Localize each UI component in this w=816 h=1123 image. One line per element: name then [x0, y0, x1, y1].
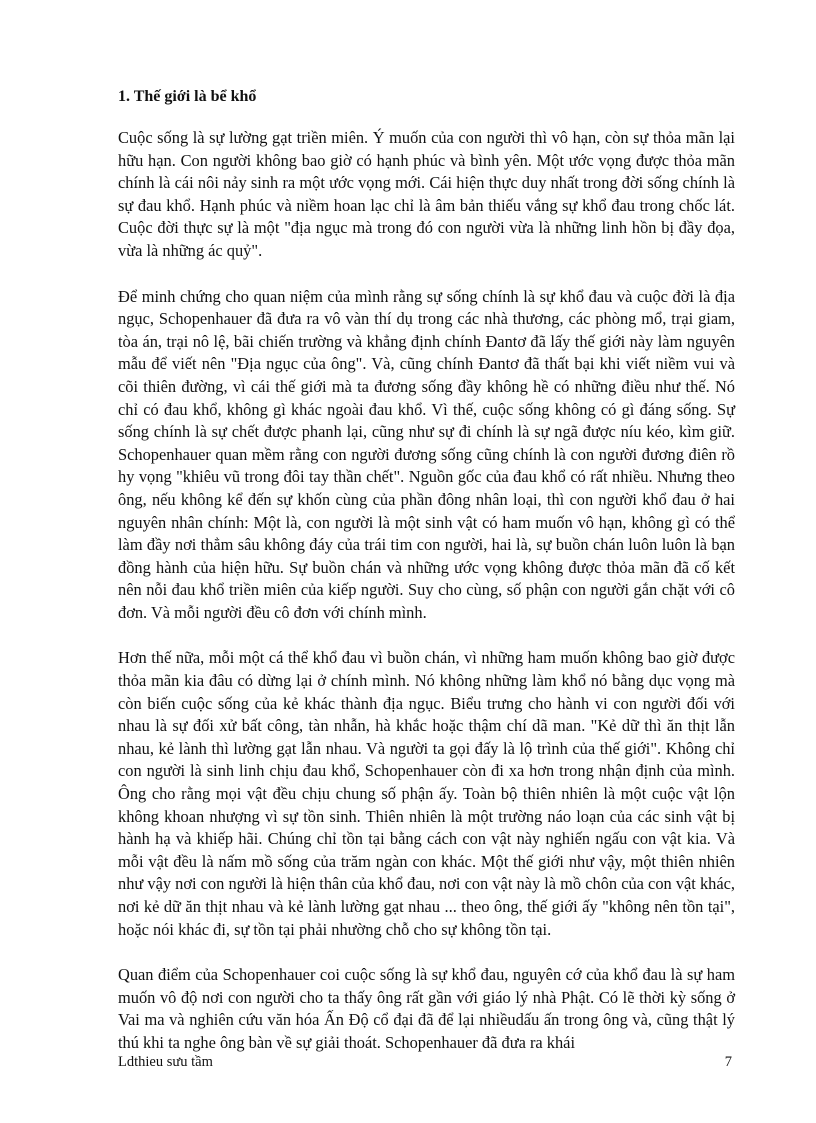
paragraph: Hơn thế nữa, mỗi một cá thể khổ đau vì buồn chán, vì những ham muốn không bao giờ được thỏa mãn kia đâu có dừng lại ở chính mình. Nó không những làm khổ nó bằng dục vọng mà còn biến cuộc sống của kẻ khác thành địa ngục. Biểu trưng cho hành vi con người đối với nhau là sự đối xử bất công, tàn nhẫn, hà khắc hoặc thậm chí dã man. "Kẻ dữ thì ăn thịt lẫn nhau, kẻ lành thì lường gạt lẫn nhau. Và người ta gọi đấy là lộ trình của thế giới". Không chỉ con người là sinh linh chịu đau khổ, Schopenhauer còn đi xa hơn trong nhận định của mình. Ông cho rằng mọi vật đều chịu chung số phận ấy. Toàn bộ thiên nhiên là một cuộc vật lộn không khoan nhượng vì sự tồn sinh. Thiên nhiên là một trường náo loạn của các sinh vật bị hành hạ và khiếp hãi. Chúng chỉ tồn tại bằng cách con vật này nghiến ngấu con vật kia. Và mỗi vật đều là nấm mồ sống của trăm ngàn con khác. Một thế giới như vậy, một thiên nhiên như vậy nơi con người là hiện thân của khổ đau, nơi con vật này là mồ chôn của con vật khác, nơi kẻ dữ ăn thịt nhau và kẻ lành lường gạt nhau ... theo ông, thế giới ấy "không nên tồn tại", hoặc nói khác đi, sự tồn tại phải nhường chỗ cho sự không tồn tại.	[118, 648, 735, 939]
body-text	[118, 127, 735, 1078]
footer-credit: Ldthieu sưu tầm	[118, 1054, 213, 1070]
page-number: 7	[724, 1054, 732, 1070]
paragraph: Quan điểm của Schopenhauer coi cuộc sống là sự khổ đau, nguyên cớ của khổ đau là sự ham muốn vô độ nơi con người cho ta thấy ông rất gần với giáo lý nhà Phật. Có lẽ thời kỳ sống ở Vai ma và nghiên cứu văn hóa Ấn Độ cổ đại đã để lại nhiềudấu ấn trong ông và, cũng thật lý thú khi ta nghe ông bàn về sự giải thoát. Schopenhauer đã đưa ra khái	[118, 965, 735, 1052]
section-heading: 1. Thế giới là bể khổ	[118, 88, 257, 105]
paragraph: Cuộc sống là sự lường gạt triền miên. Ý muốn của con người thì vô hạn, còn sự thỏa mãn lại hữu hạn. Con người không bao giờ có hạnh phúc và bình yên. Một ước vọng được thỏa mãn chính là cái nôi nảy sinh ra một ước vọng mới. Cái hiện thực duy nhất trong đời sống chính là sự đau khổ. Hạnh phúc và niềm hoan lạc chỉ là âm bản thiếu vắng sự khổ đau trong chốc lát. Cuộc đời thực sự là một "địa ngục mà trong đó con người vừa là những linh hồn bị đầy đọa, vừa là những ác quỷ".	[118, 128, 735, 260]
paragraph: Để minh chứng cho quan niệm của mình rằng sự sống chính là sự khổ đau và cuộc đời là địa ngục, Schopenhauer đã đưa ra vô vàn thí dụ trong các nhà thương, các phòng mổ, trại giam, tòa án, trại nô lệ, bãi chiến trường và khẳng định chính Đantơ đã lấy thế giới này làm nguyên mẫu để viết nên "Địa ngục của ông". Và, cũng chính Đantơ đã thất bại khi viết niềm vui và cõi thiên đường, vì cái thế giới mà ta đương sống đầy không hề có những điều như thế. Nó chỉ có đau khổ, không gì khác ngoài đau khổ. Vì thế, cuộc sống không có gì đáng sống. Sự sống chính là sự chết được phanh lại, cũng như sự đi chính là sự ngã được níu kéo, kìm giữ. Schopenhauer quan mềm rằng con người đương sống cũng chính là con người đương điên rồ hy vọng "khiêu vũ trong đôi tay thần chết". Nguồn gốc của đau khổ có rất nhiều. Nhưng theo ông, nếu không kể đến sự khốn cùng của phần đông nhân loại, thì con người khổ đau ở hai nguyên nhân chính: Một là, con người là một sinh vật có ham muốn vô hạn, không gì có thể làm đầy nơi thẳm sâu không đáy của trái tim con người, hai là, sự buồn chán luôn luôn là bạn đồng hành của hiện hữu. Sự buồn chán và những ước vọng không được thỏa mãn đã cố kết nên nỗi đau khổ triền miên của kiếp người. Suy cho cùng, số phận con người gắn chặt với cô đơn. Và mỗi người đều cô đơn với chính mình.	[118, 286, 735, 622]
